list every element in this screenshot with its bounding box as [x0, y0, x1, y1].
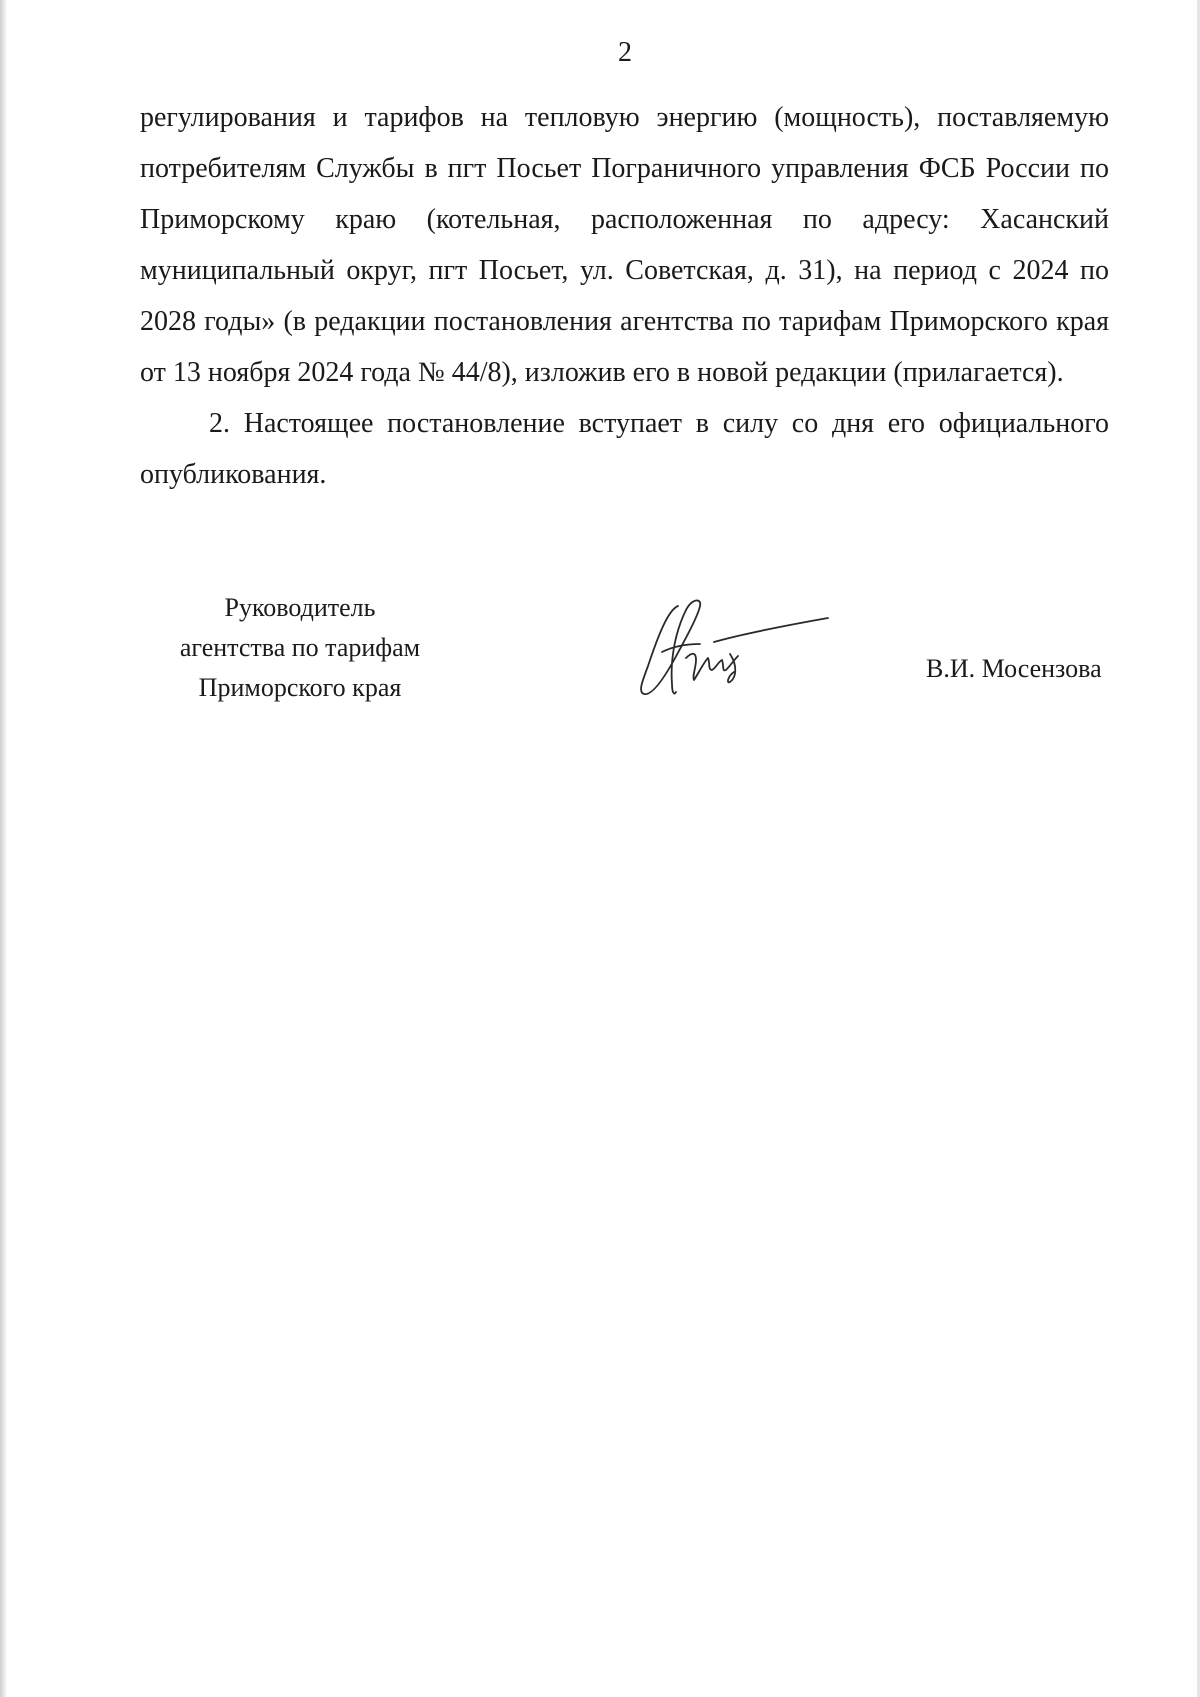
- paragraph-continuation: регулирования и тарифов на тепловую энергию (мощность), поставляемую потребителям Службы в пгт Посьет Пограничного управления ФСБ России по Приморскому краю (котельная, расположенная по адресу: Хасанский муниципальный округ, пгт Посьет, ул. Советская, д. 31), на период с 2024 по 2028 годы» (в редакции постановления агентства по тарифам Приморского края от 13 ноября 2024 года № 44/8), изложив его в новой редакции (прилагается).: [140, 102, 1109, 388]
- signatory-title-line: Приморского края: [198, 673, 402, 702]
- page-number: 2: [618, 37, 632, 68]
- scan-left-edge: [0, 0, 7, 1697]
- signatory-title-line: агентства по тарифам: [179, 633, 421, 662]
- signatory-title-line: Руководитель: [224, 593, 376, 622]
- signer-name: В.И. Мосензова: [926, 654, 1102, 683]
- handwritten-signature: [634, 596, 830, 706]
- document-body: [140, 92, 1109, 500]
- signatory-title: [140, 588, 460, 708]
- paragraph-2: 2. Настоящее постановление вступает в силу со дня его официального опубликования.: [140, 408, 1109, 490]
